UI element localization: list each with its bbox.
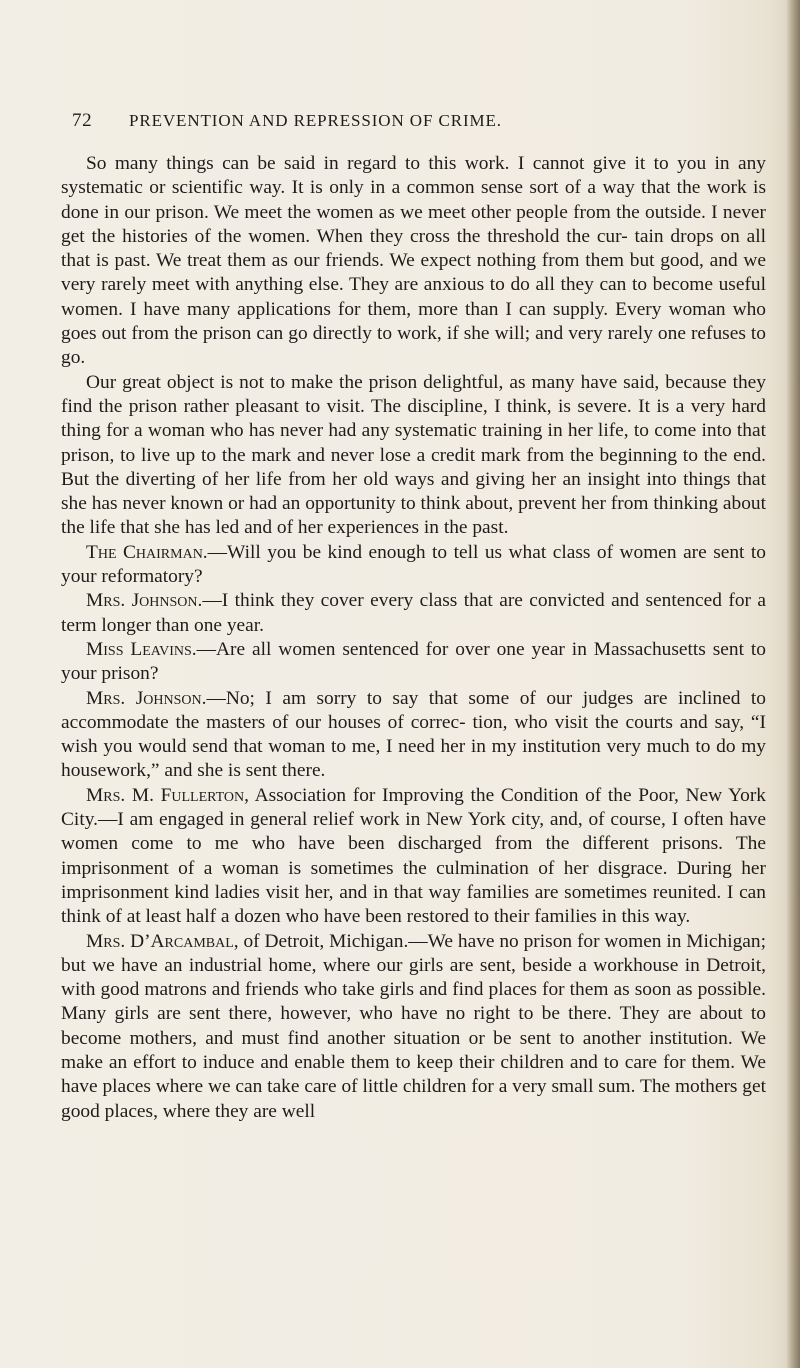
paragraph-text: —Will you be kind enough to tell us what class of women are sent to your reformatory? [61, 541, 766, 588]
paragraph [61, 687, 766, 784]
speaker-name: Mrs. M. Fullerton, [86, 784, 249, 806]
paragraph [61, 371, 766, 541]
paragraph-text: Our great object is not to make the prison delightful, as many have said, because they find the prison rather pleasant to visit. The discipline, I think, is severe. It is a very hard thing for a woman who has never had any systematic training in her life, to come into that prison, to live up to the mark and never lose a credit mark from the beginning to the end. But the diverting of her life from her old ways and giving her an insight into things that she has never known or had an opportunity to think about, prevent her from thinking about the life that she has led and of her experiences in the past. [61, 371, 766, 539]
paragraph-text: of Detroit, Michigan.—We have no prison for women in Michigan; but we have an industrial home, where our girls are sent, beside a workhouse in Detroit, with good matrons and friends who take girls and find places for them as soon as possible. Many girls are sent there, however, who have no right to be there. They are about to become mothers, and must find another situation or be sent to another institution. We make an effort to induce and enable them to keep their children and to care for them. We have places where we can take care of little children for a very small sum. The mothers get good places, where they are well [61, 930, 766, 1122]
speaker-name: Mrs. Johnson. [86, 590, 203, 612]
speaker-name: Mrs. Johnson. [86, 687, 207, 709]
paragraph [61, 589, 766, 638]
speaker-name: The Chairman. [86, 541, 208, 563]
speaker-name: Mrs. D’Arcambal, [86, 930, 239, 952]
running-title: PREVENTION AND REPRESSION OF CRIME. [129, 111, 502, 130]
body-text [61, 152, 766, 1124]
speaker-name: Miss Leavins. [86, 638, 197, 660]
paragraph-text: Association for Improving the Condition of the Poor, New York City.—I am engaged in general relief work in New York city, and, of course, I often have women come to me who have been discharged from the different prisons. The imprisonment of a woman is sometimes the culmination of her disgrace. During her imprisonment kind ladies visit her, and in that way families are sometimes reunited. I can think of at least half a dozen who have been restored to their families in this way. [61, 784, 766, 928]
page-number: 72 [72, 110, 93, 131]
paragraph [61, 152, 766, 371]
running-head [72, 110, 772, 134]
paragraph-text: —No; I am sorry to say that some of our judges are inclined to accommodate the masters of our houses of correc- tion, who visit the courts and say, “I wish you would send that woman to me, I need her in my institution very much to do my housework,” and she is sent there. [61, 687, 766, 782]
paragraph [61, 930, 766, 1124]
paragraph-text: —Are all women sentenced for over one year in Massachusetts sent to your prison? [61, 638, 766, 685]
paragraph-text: So many things can be said in regard to this work. I cannot give it to you in any systematic or scientific way. It is only in a common sense sort of a way that the work is done in our prison. We meet the women as we meet other people from the outside. I never get the histories of the women. When they cross the threshold the cur- tain drops on all that is past. We treat them as our friends. We expect nothing from them but good, and we very rarely meet with anything else. They are anxious to do all they can to become useful women. I have many applications for them, more than I can supply. Every woman who goes out from the prison can go directly to work, if she will; and very rarely one refuses to go. [61, 153, 766, 369]
binding-edge-shadow [786, 0, 800, 1368]
paragraph [61, 638, 766, 687]
paragraph-text: —I think they cover every class that are convicted and sentenced for a term longer than one year. [61, 590, 766, 636]
paragraph [61, 541, 766, 590]
paragraph [61, 784, 766, 930]
